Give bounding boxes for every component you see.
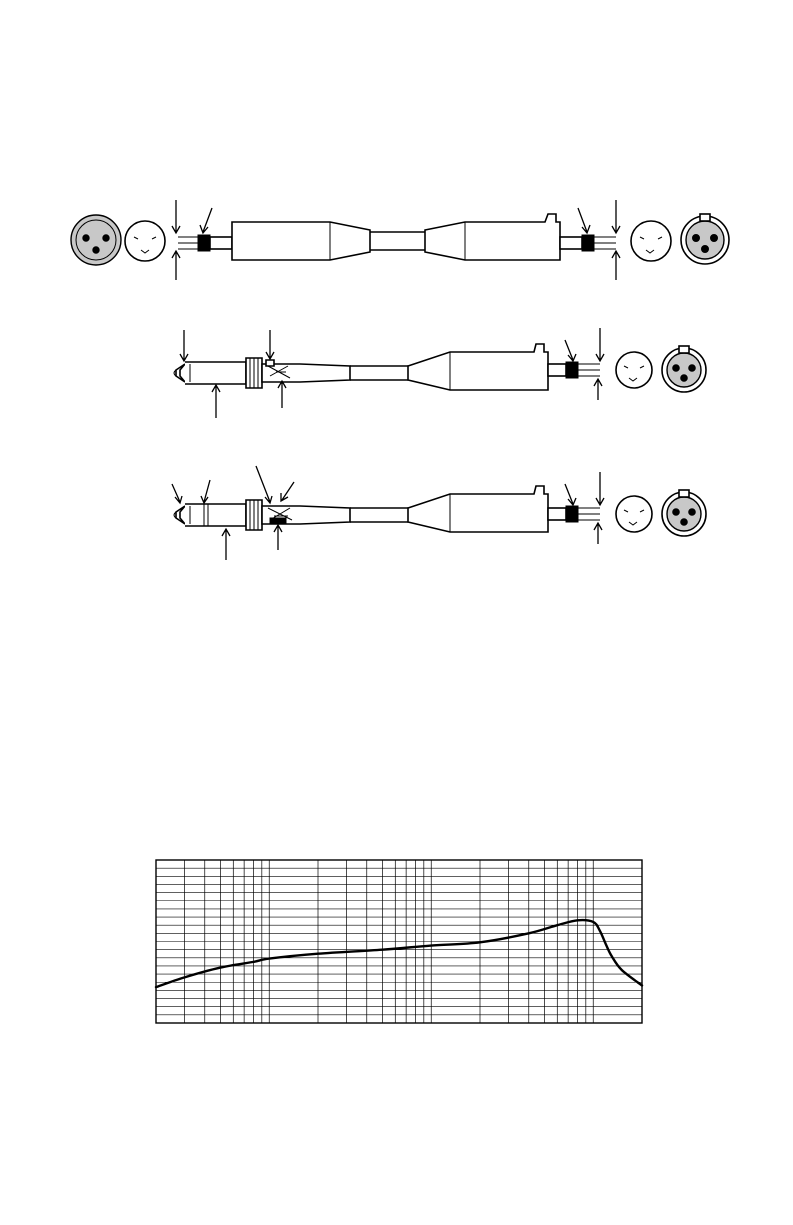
chart-grid <box>156 860 642 1023</box>
